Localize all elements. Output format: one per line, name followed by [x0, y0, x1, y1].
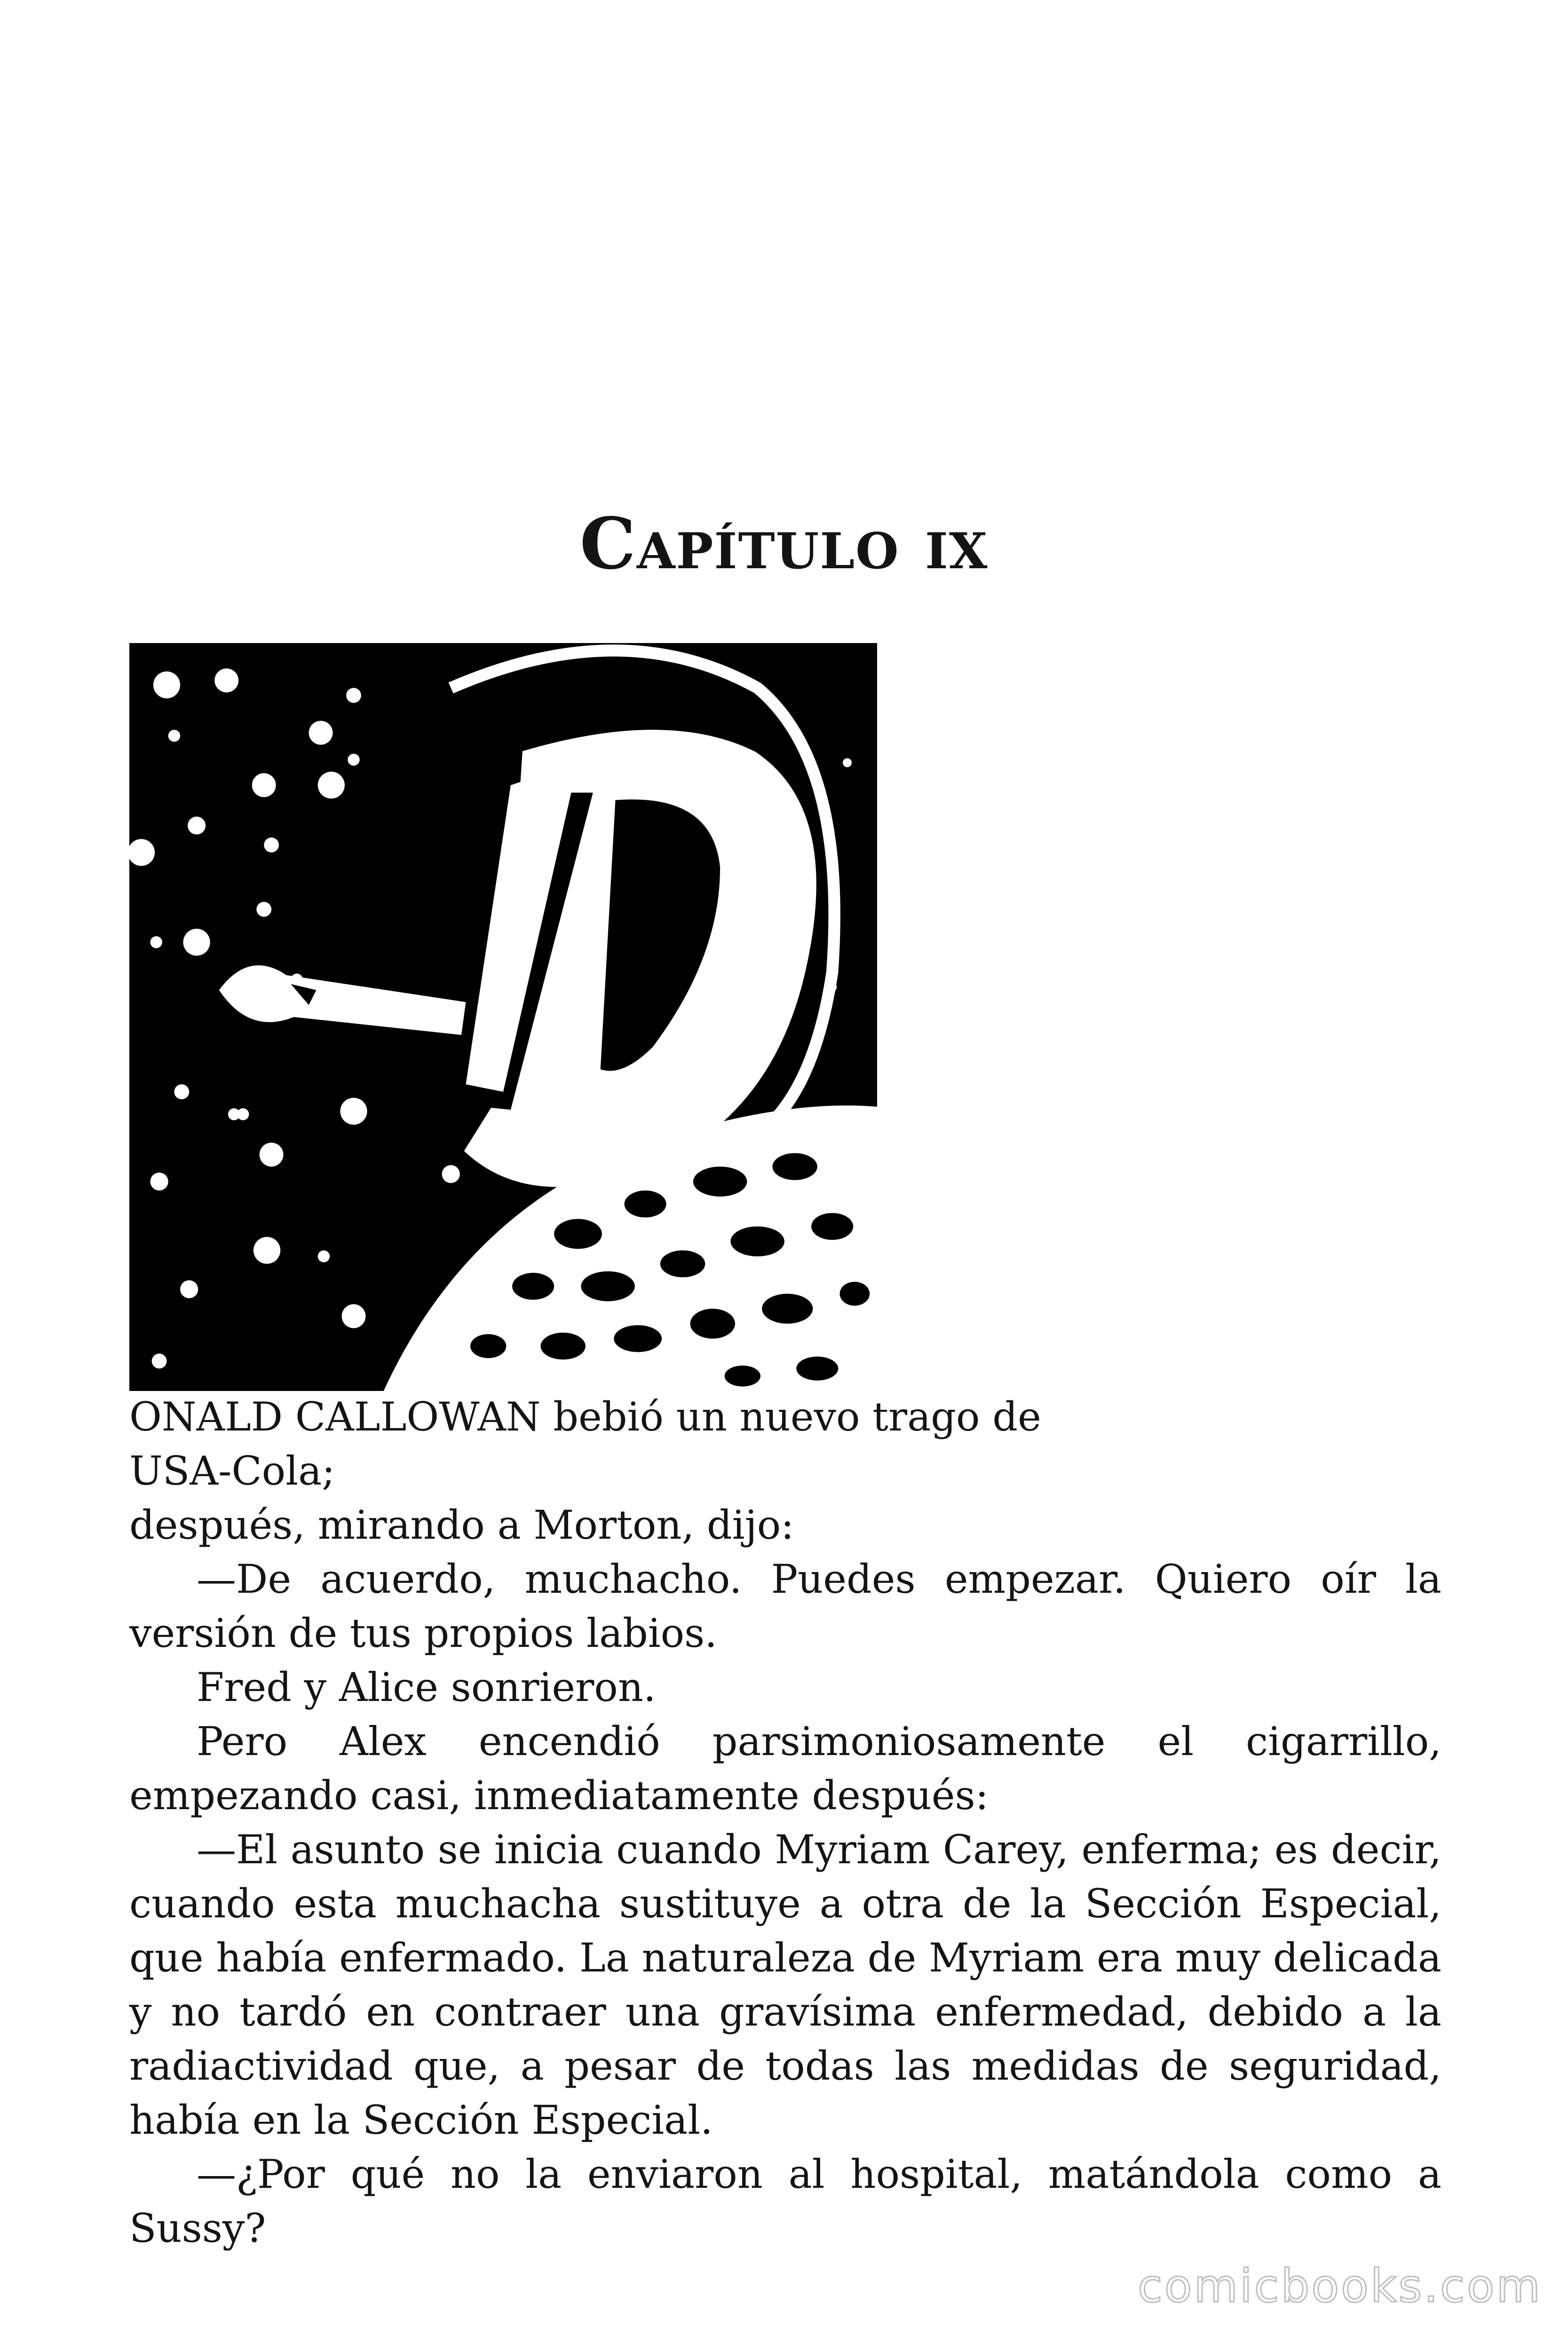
paragraph: Fred y Alice sonrieron.	[197, 1664, 656, 1710]
chapter-body-text	[129, 1390, 1441, 2256]
chapter-title: Capítulo ix	[579, 502, 989, 585]
dropcap-illustration	[129, 643, 877, 1391]
paragraph: Pero Alex encendió parsimoniosamente el cigarrillo, empezando casi, inmediatamente después:	[129, 1718, 1441, 1819]
paragraph: —El asunto se inicia cuando Myriam Carey, enferma; es decir, cuando esta muchacha sustituye a otra de la Sección Especial, que había enfermado. La naturaleza de Myriam era muy delicada y no tardó en contraer una gravísima enfermedad, debido a la radiactividad que, a pesar de todas las medidas de seguridad, había en la Sección Especial.	[129, 1827, 1441, 2143]
paragraph: —¿Por qué no la enviaron al hospital, matándola como a Sussy?	[129, 2151, 1441, 2251]
paragraph: —De acuerdo, muchacho. Puedes empezar. Quiero oír la versión de tus propios labios.	[129, 1556, 1441, 1656]
initial-d-space-icon	[129, 643, 877, 1391]
paragraph: ONALD CALLOWAN bebió un nuevo trago de	[129, 1394, 1041, 1440]
paragraph: USA-Cola;	[129, 1448, 335, 1494]
watermark-text: comicbooks.com	[1137, 2260, 1542, 2312]
paragraph: después, mirando a Morton, dijo:	[129, 1502, 794, 1548]
